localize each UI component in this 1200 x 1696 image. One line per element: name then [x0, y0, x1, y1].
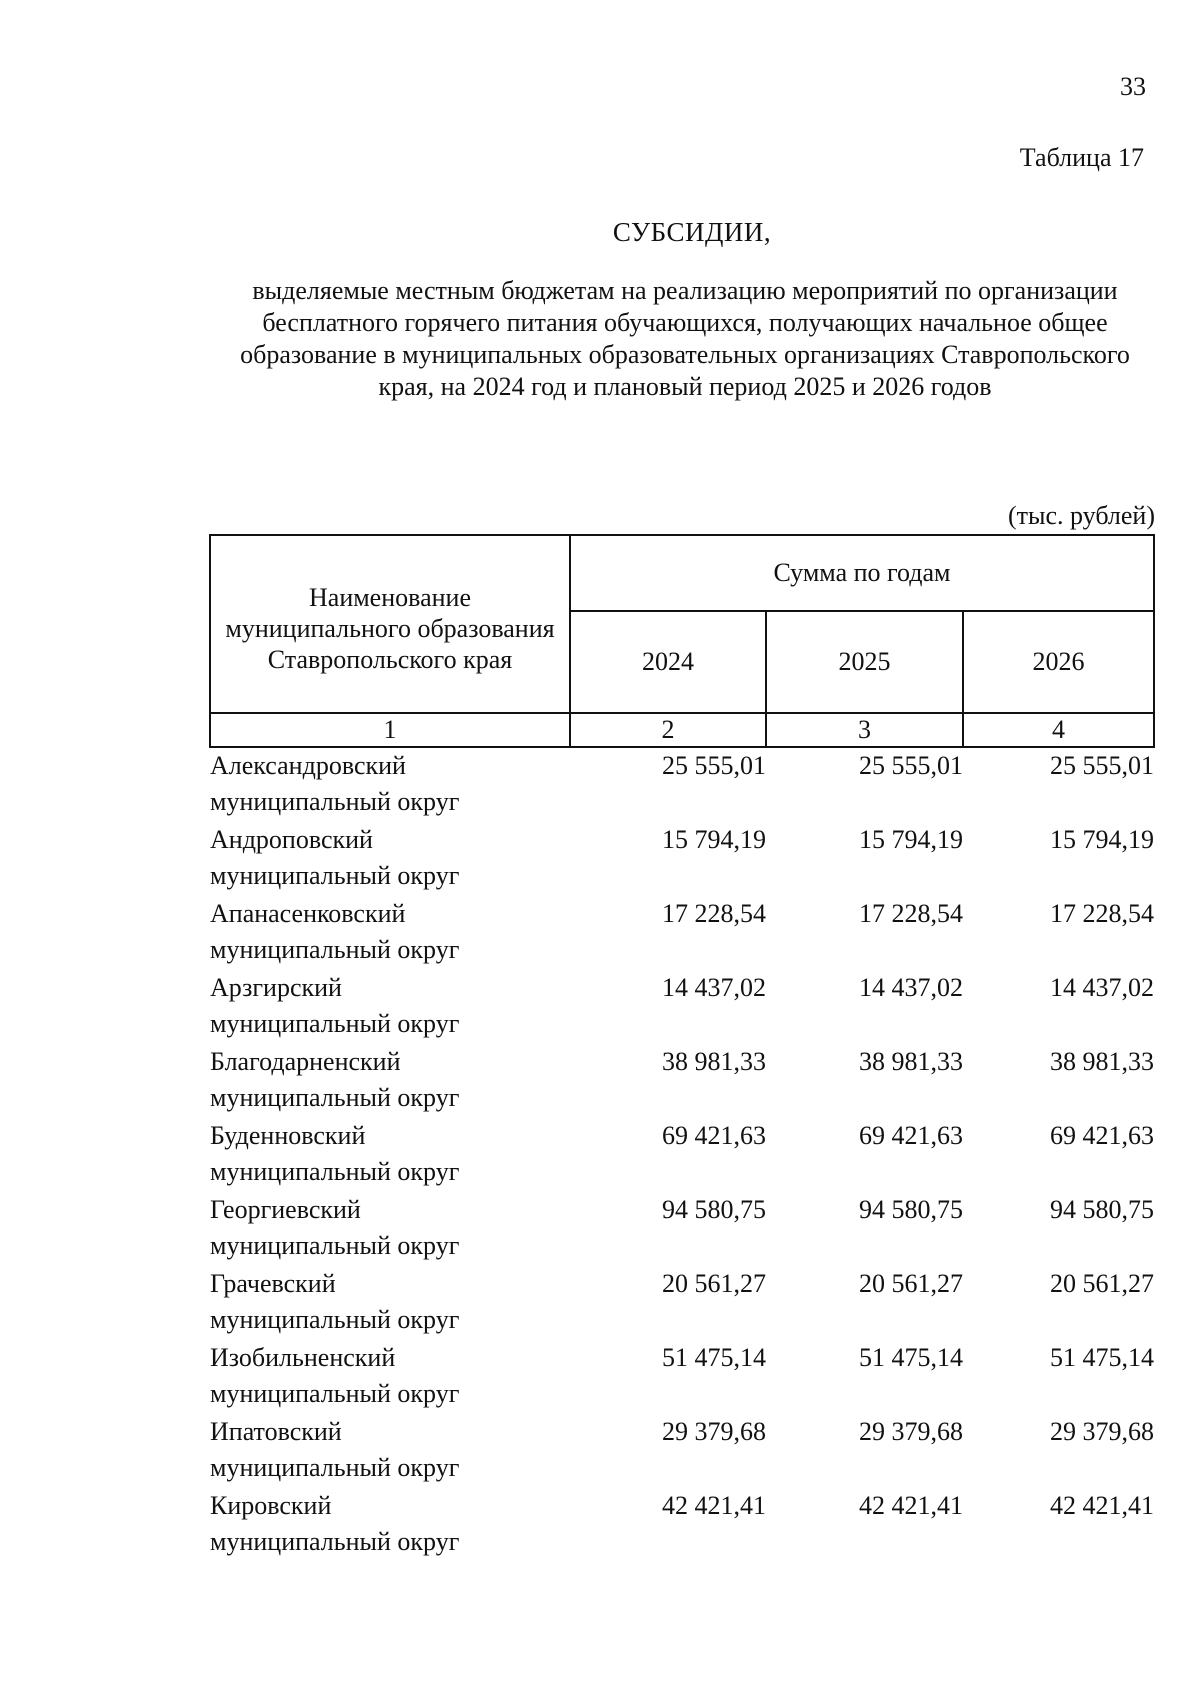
amount-2025: 17 228,54 — [859, 899, 963, 928]
header-sum-by-years: Сумма по годам — [570, 535, 1154, 611]
amount-2025: 38 981,33 — [859, 1047, 963, 1076]
municipality-name-line1: Кировский — [210, 1491, 332, 1520]
municipality-name — [210, 822, 570, 896]
municipality-name-line1: Андроповский — [210, 825, 373, 854]
amount-2024: 51 475,14 — [662, 1343, 766, 1372]
municipality-name — [210, 1488, 570, 1562]
amount-2026: 25 555,01 — [1050, 751, 1154, 780]
municipality-name-line1: Апанасенковский — [210, 899, 406, 928]
amount-2025: 69 421,63 — [859, 1121, 963, 1150]
amount-2024: 14 437,02 — [662, 973, 766, 1002]
table-label: Таблица 17 — [1019, 143, 1144, 172]
municipality-name — [210, 1118, 570, 1192]
table-row — [210, 1340, 1154, 1414]
municipality-name — [210, 747, 570, 822]
amount-2024: 25 555,01 — [662, 751, 766, 780]
municipality-name-line2: муниципальный округ — [210, 1083, 460, 1112]
amount-2025: 25 555,01 — [859, 751, 963, 780]
municipality-name-line1: Арзгирский — [210, 973, 342, 1002]
header-year-2026: 2026 — [963, 611, 1154, 713]
municipality-name — [210, 1044, 570, 1118]
table-row — [210, 1118, 1154, 1192]
municipality-name-line2: муниципальный округ — [210, 1527, 460, 1556]
amount-2025: 51 475,14 — [859, 1343, 963, 1372]
municipality-name-line2: муниципальный округ — [210, 1009, 460, 1038]
amount-2026: 38 981,33 — [1050, 1047, 1154, 1076]
amount-2024: 42 421,41 — [662, 1491, 766, 1520]
column-number: 2 — [570, 713, 766, 747]
amount-2025: 15 794,19 — [859, 825, 963, 854]
municipality-name-line1: Буденновский — [210, 1121, 366, 1150]
table-row — [210, 1192, 1154, 1266]
table-row — [210, 896, 1154, 970]
amount-2026: 14 437,02 — [1050, 973, 1154, 1002]
document-subtitle: выделяемые местным бюджетам на реализацию мероприятий по организации бесплатного горячего питания обучающихся, получающих начальное общее образование в муниципальных образовательных организациях Ставропольского края, на 2024 год и плановый период 2025 и 2026 годов — [240, 276, 1130, 401]
column-number: 4 — [963, 713, 1154, 747]
amount-2026: 20 561,27 — [1050, 1269, 1154, 1298]
amount-2024: 20 561,27 — [662, 1269, 766, 1298]
header-municipality: Наименование муниципального образования Ставропольского края — [210, 535, 570, 713]
table-row — [210, 970, 1154, 1044]
municipality-name-line1: Изобильненский — [210, 1343, 396, 1372]
amount-2025: 29 379,68 — [859, 1417, 963, 1446]
amount-2026: 69 421,63 — [1050, 1121, 1154, 1150]
amount-2024: 17 228,54 — [662, 899, 766, 928]
subsidy-table — [209, 534, 1155, 1562]
municipality-name-line2: муниципальный округ — [210, 1379, 460, 1408]
municipality-name — [210, 1192, 570, 1266]
municipality-name — [210, 896, 570, 970]
table-row — [210, 822, 1154, 896]
municipality-name-line2: муниципальный округ — [210, 787, 460, 816]
header-year-2024: 2024 — [570, 611, 766, 713]
table-row — [210, 1414, 1154, 1488]
amount-2024: 38 981,33 — [662, 1047, 766, 1076]
amount-2026: 42 421,41 — [1050, 1491, 1154, 1520]
header-year-2025: 2025 — [766, 611, 963, 713]
municipality-name — [210, 1340, 570, 1414]
amount-2025: 20 561,27 — [859, 1269, 963, 1298]
municipality-name-line1: Ипатовский — [210, 1417, 342, 1446]
amount-2026: 15 794,19 — [1050, 825, 1154, 854]
column-number: 3 — [766, 713, 963, 747]
page-number: 33 — [1120, 72, 1146, 101]
units-label: (тыс. рублей) — [1007, 501, 1155, 530]
municipality-name-line2: муниципальный округ — [210, 935, 460, 964]
municipality-name — [210, 970, 570, 1044]
municipality-name-line2: муниципальный округ — [210, 1453, 460, 1482]
document-title: СУБСИДИИ, — [612, 217, 772, 247]
amount-2026: 94 580,75 — [1050, 1195, 1154, 1224]
amount-2024: 29 379,68 — [662, 1417, 766, 1446]
municipality-name-line1: Александровский — [210, 751, 406, 780]
municipality-name-line1: Грачевский — [210, 1269, 336, 1298]
amount-2024: 15 794,19 — [662, 825, 766, 854]
table-body — [210, 747, 1154, 1562]
table-row — [210, 1488, 1154, 1562]
municipality-name — [210, 1414, 570, 1488]
municipality-name-line2: муниципальный округ — [210, 861, 460, 890]
table-row — [210, 1044, 1154, 1118]
table-row — [210, 1266, 1154, 1340]
amount-2025: 42 421,41 — [859, 1491, 963, 1520]
amount-2026: 29 379,68 — [1050, 1417, 1154, 1446]
amount-2025: 94 580,75 — [859, 1195, 963, 1224]
municipality-name — [210, 1266, 570, 1340]
amount-2025: 14 437,02 — [859, 973, 963, 1002]
table-row — [210, 747, 1154, 822]
amount-2024: 94 580,75 — [662, 1195, 766, 1224]
amount-2024: 69 421,63 — [662, 1121, 766, 1150]
municipality-name-line2: муниципальный округ — [210, 1305, 460, 1334]
municipality-name-line2: муниципальный округ — [210, 1157, 460, 1186]
municipality-name-line1: Георгиевский — [210, 1195, 361, 1224]
municipality-name-line1: Благодарненский — [210, 1047, 401, 1076]
amount-2026: 17 228,54 — [1050, 899, 1154, 928]
amount-2026: 51 475,14 — [1050, 1343, 1154, 1372]
column-number: 1 — [210, 713, 570, 747]
municipality-name-line2: муниципальный округ — [210, 1231, 460, 1260]
